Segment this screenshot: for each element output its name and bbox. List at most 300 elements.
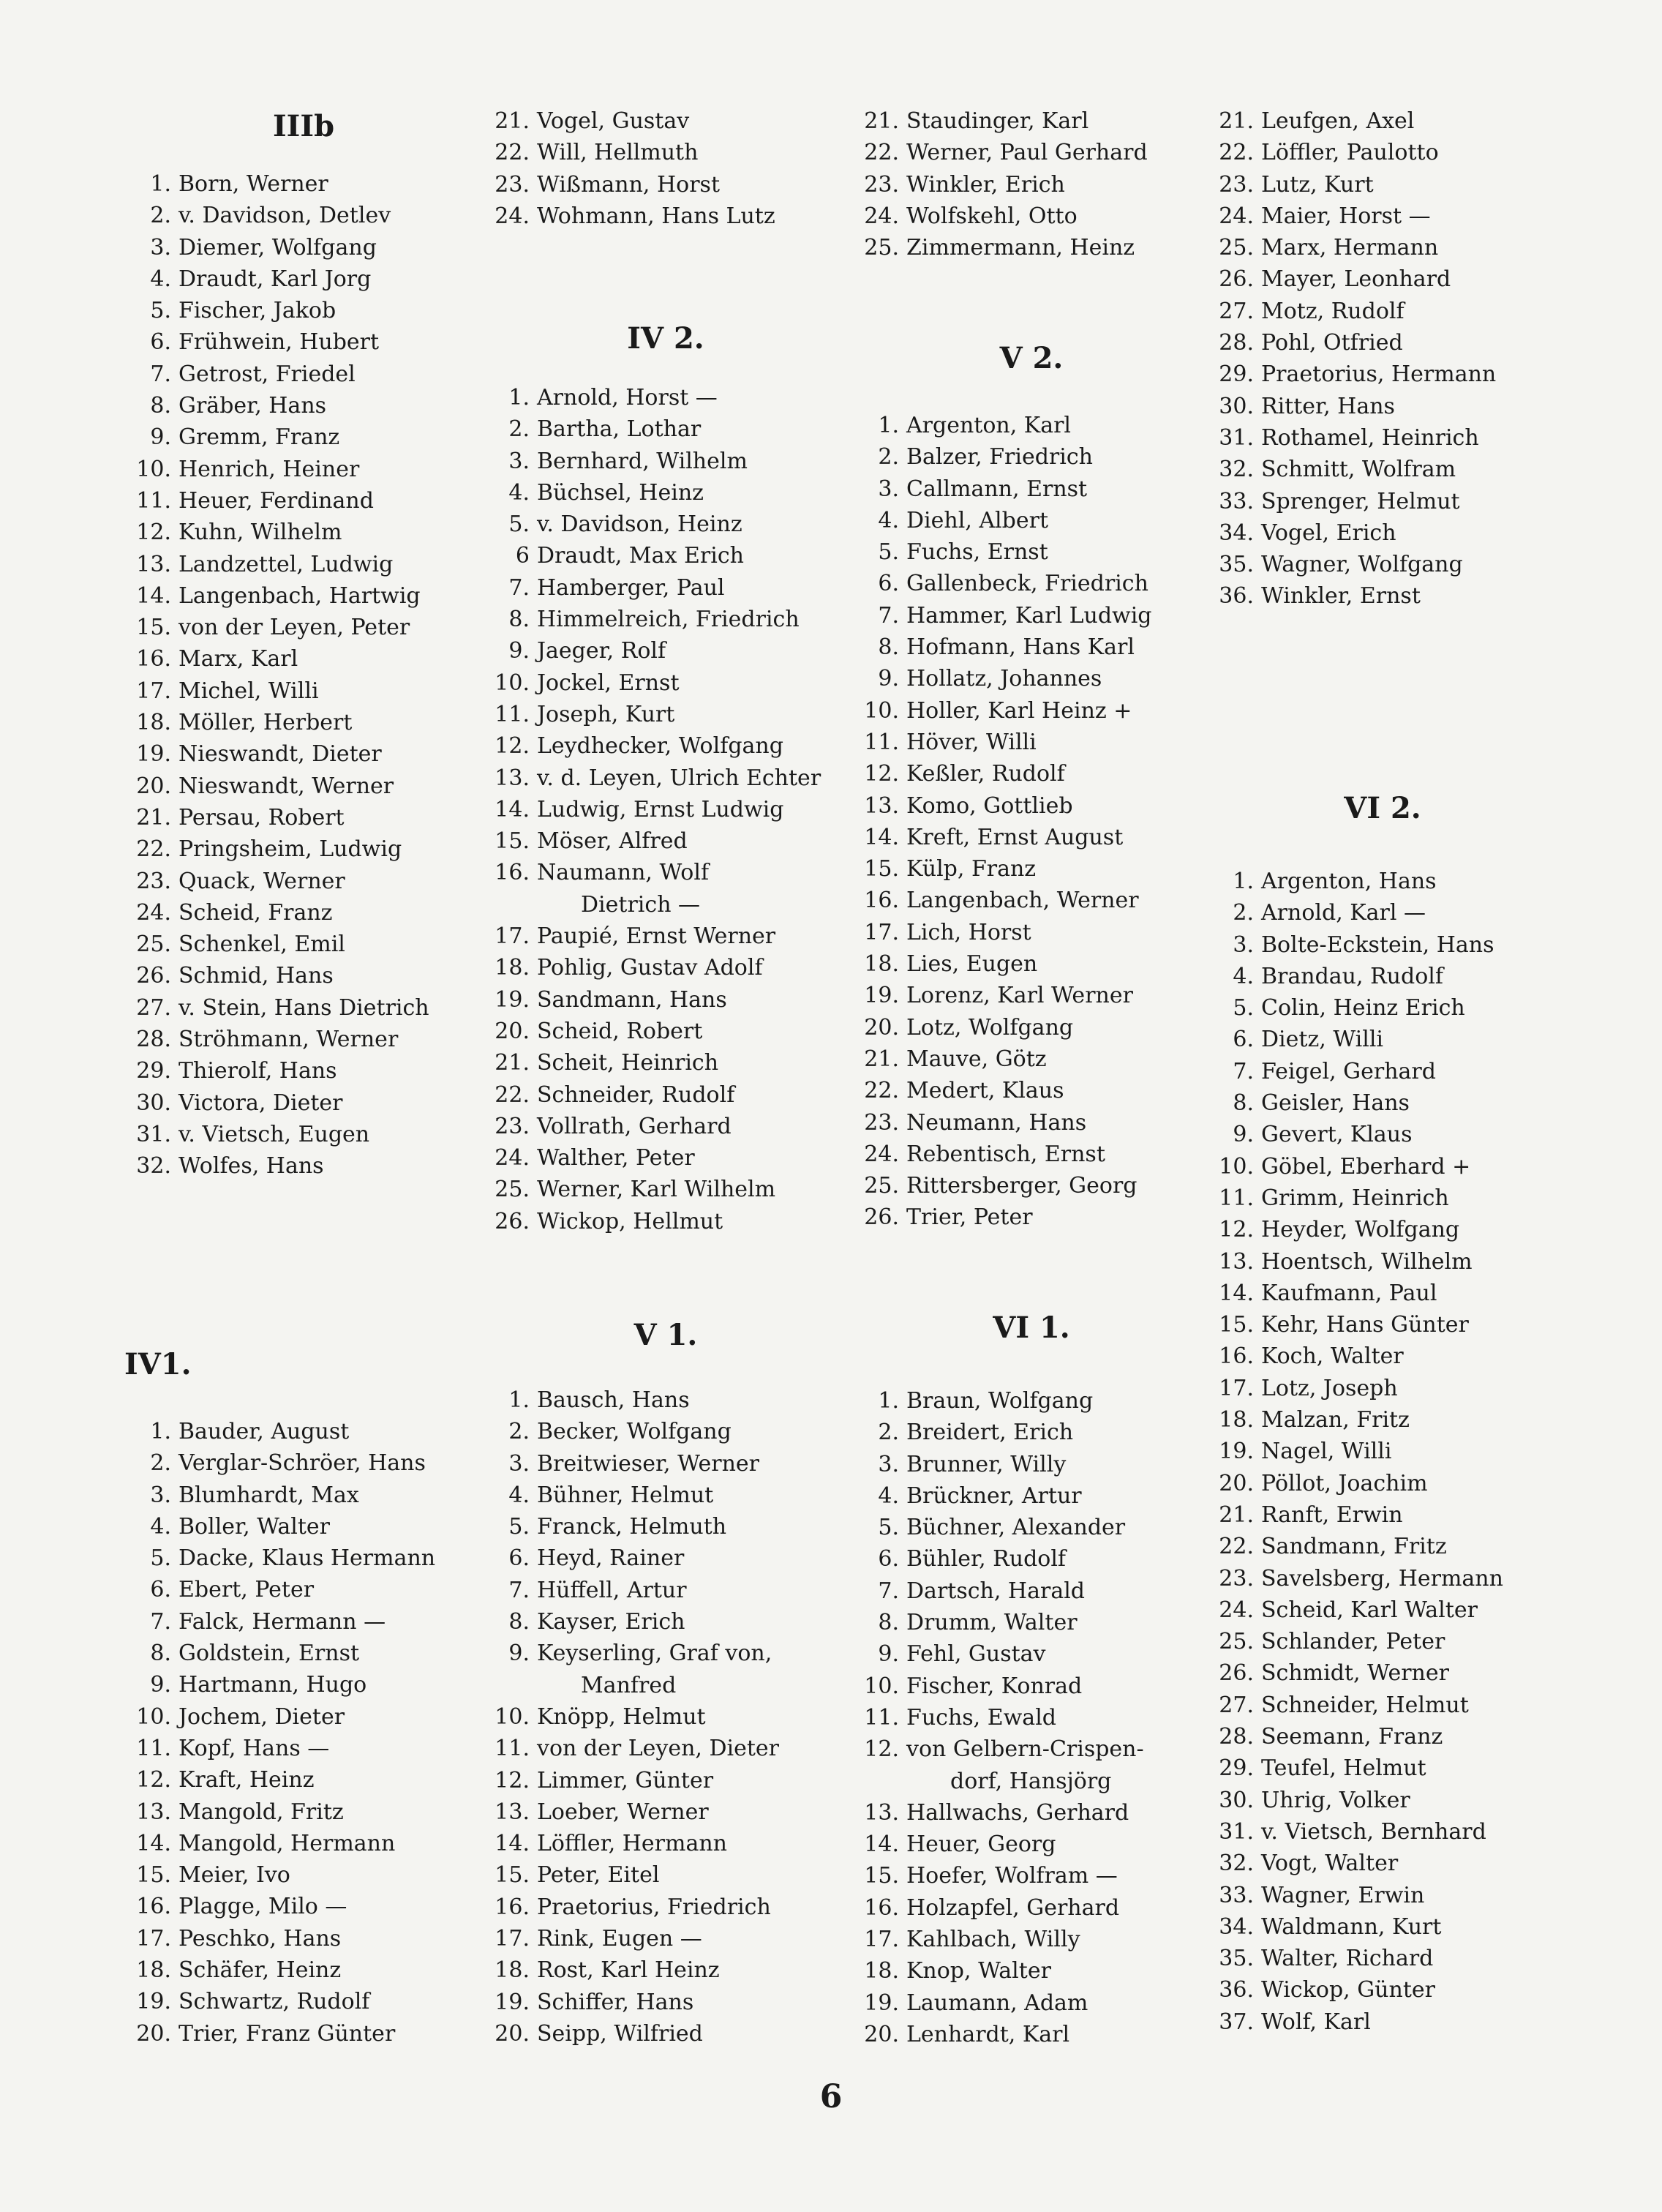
entry-number: 10. (864, 1673, 899, 1699)
entry-number: 14. (864, 824, 899, 850)
student-name: Schwartz, Rudolf (178, 1989, 370, 2015)
entry-number: 6. (508, 1545, 530, 1572)
entry-number: 17. (864, 919, 899, 945)
entry-number: 8. (1233, 1090, 1254, 1117)
list-item (1207, 1056, 1558, 1087)
student-name: Rink, Eugen — (537, 1926, 702, 1952)
list-item (1207, 1911, 1558, 1943)
list-item (124, 1447, 483, 1479)
student-name: Joseph, Kurt (537, 701, 675, 727)
list-item (483, 1859, 849, 1891)
student-name: Gallenbeck, Friedrich (906, 571, 1148, 597)
list-item (483, 572, 849, 604)
student-name: Hoentsch, Wilhelm (1261, 1248, 1473, 1275)
entry-number: 2. (508, 1419, 530, 1445)
student-name: Heyd, Rainer (537, 1545, 685, 1572)
student-name: Drumm, Walter (906, 1610, 1078, 1636)
student-name: Praetorius, Friedrich (537, 1894, 771, 1920)
list-item (1207, 1151, 1558, 1182)
entry-number: 6. (878, 1546, 899, 1572)
student-name: Sandmann, Fritz (1261, 1534, 1447, 1560)
student-name: Naumann, Wolf (537, 860, 710, 886)
student-list (852, 1385, 1211, 2050)
student-name: Wickop, Hellmut (537, 1208, 723, 1234)
list-item (124, 1480, 483, 1511)
student-name: Bolte-Eckstein, Hans (1261, 931, 1494, 958)
entry-number: 18. (136, 710, 171, 736)
list-item (124, 802, 483, 833)
list-item (1207, 1024, 1558, 1055)
entry-number: 11. (495, 701, 530, 727)
list-item (124, 1986, 483, 2017)
student-name: Hartmann, Hugo (178, 1672, 367, 1698)
list-item (124, 421, 483, 453)
student-name: von Gelbern-Crispen- (906, 1736, 1144, 1763)
student-name: Langenbach, Werner (906, 888, 1139, 914)
student-name: Kehr, Hans Günter (1261, 1312, 1469, 1338)
list-item (852, 1892, 1211, 1924)
student-name: Meier, Ivo (178, 1862, 290, 1889)
entry-number: 3. (150, 234, 171, 260)
student-name: Pohl, Otfried (1261, 330, 1403, 356)
student-name: Geisler, Hans (1261, 1090, 1410, 1117)
student-name: Kreft, Ernst August (906, 824, 1124, 850)
student-list (483, 1384, 849, 2050)
entry-number: 19. (495, 986, 530, 1013)
list-item (483, 1765, 849, 1796)
entry-number: 20. (1219, 1470, 1254, 1496)
student-name: Franck, Helmuth (537, 1514, 727, 1540)
entry-number: 28. (136, 1027, 171, 1053)
student-name: Ritter, Hans (1261, 393, 1395, 419)
student-name: v. Vietsch, Bernhard (1261, 1818, 1486, 1845)
student-name: Nagel, Willi (1261, 1439, 1392, 1465)
list-item (483, 952, 849, 983)
entry-number: 14. (1219, 1280, 1254, 1306)
list-item (852, 1733, 1211, 1765)
entry-number: 5. (878, 1515, 899, 1541)
student-name: Kopf, Hans — (178, 1735, 330, 1761)
entry-number: 9. (508, 638, 530, 664)
list-item (483, 1047, 849, 1079)
list-item (852, 1829, 1211, 1860)
list-item (124, 1859, 483, 1891)
student-name: Boller, Walter (178, 1513, 331, 1540)
list-item (483, 1670, 849, 1701)
student-name: Callmann, Ernst (906, 476, 1088, 502)
entry-number: 21. (1219, 108, 1254, 134)
entry-number: 17. (495, 923, 530, 950)
entry-number: 21. (136, 804, 171, 831)
list-item (1207, 992, 1558, 1024)
entry-number: 22. (1219, 140, 1254, 166)
entry-number: 34. (1219, 520, 1254, 546)
entry-number: 16. (495, 860, 530, 886)
entry-number: 25. (1219, 1629, 1254, 1655)
list-item (1207, 137, 1558, 168)
list-item (124, 168, 483, 200)
entry-number: 5. (508, 1514, 530, 1540)
class-heading: VI 2. (1344, 791, 1421, 825)
list-item (852, 885, 1211, 916)
student-name: Bauder, August (178, 1419, 350, 1444)
entry-number: 21. (495, 1050, 530, 1076)
list-item (852, 200, 1211, 232)
student-name: Keyserling, Graf von, (537, 1641, 772, 1667)
student-name: Mayer, Leonhard (1261, 266, 1451, 293)
list-item (1207, 232, 1558, 263)
entry-number: 17. (1219, 1375, 1254, 1401)
entry-number: 30. (1219, 1787, 1254, 1813)
student-name: Schmid, Hans (178, 963, 334, 989)
list-item (483, 446, 849, 477)
entry-number: 6. (1233, 1027, 1254, 1053)
list-item (1207, 1309, 1558, 1341)
entry-number: 2. (150, 203, 171, 229)
entry-number: 11. (1219, 1185, 1254, 1211)
list-item (124, 771, 483, 802)
list-item (124, 295, 483, 326)
entry-number: 22. (864, 140, 899, 166)
student-name: Büchner, Alexander (906, 1515, 1126, 1541)
student-name: Laumann, Adam (906, 1990, 1088, 2016)
student-name: Kraft, Heinz (178, 1767, 315, 1793)
class-heading: IV 2. (627, 321, 704, 356)
list-item (483, 540, 849, 571)
list-item (852, 1924, 1211, 1955)
entry-number: 12. (495, 1767, 530, 1793)
student-name: Sprenger, Helmut (1261, 488, 1460, 514)
student-name: Grimm, Heinrich (1261, 1185, 1449, 1211)
list-item (124, 675, 483, 707)
entry-number: 35. (1219, 552, 1254, 578)
list-item (483, 762, 849, 794)
student-name: Büchsel, Heinz (537, 479, 704, 506)
entry-number: 12. (1219, 1217, 1254, 1243)
entry-number: 18. (495, 1957, 530, 1984)
student-name: v. Davidson, Detlev (178, 203, 391, 229)
entry-number: 17. (864, 1927, 899, 1953)
student-name: Kahlbach, Willy (906, 1927, 1080, 1953)
list-item (124, 1638, 483, 1669)
entry-number: 19. (1219, 1439, 1254, 1465)
student-name: Rost, Karl Heinz (537, 1957, 720, 1984)
list-item (124, 1024, 483, 1055)
entry-number: 13. (495, 765, 530, 791)
entry-number: 22. (136, 836, 171, 863)
entry-number: 23. (864, 171, 899, 198)
entry-number: 12. (136, 520, 171, 546)
list-item (483, 1892, 849, 1923)
student-name: Mauve, Götz (906, 1046, 1047, 1072)
list-item (852, 1480, 1211, 1512)
list-item (124, 1954, 483, 1986)
student-name: Diemer, Wolfgang (178, 234, 377, 260)
list-item (852, 1638, 1211, 1670)
list-item (483, 1923, 849, 1954)
entry-number: 1. (150, 1419, 171, 1444)
student-name: Werner, Karl Wilhelm (537, 1177, 776, 1203)
list-item (852, 441, 1211, 473)
student-name: Blumhardt, Max (178, 1482, 359, 1508)
entry-number: 2. (878, 444, 899, 470)
student-name: Schlander, Peter (1261, 1629, 1445, 1655)
list-item (1207, 1626, 1558, 1657)
list-item (124, 1828, 483, 1859)
entry-number: 9. (508, 1641, 530, 1667)
entry-number: 21. (864, 1046, 899, 1072)
list-item (1207, 1373, 1558, 1404)
entry-number: 10. (136, 1703, 171, 1730)
student-name: Schmidt, Werner (1261, 1660, 1449, 1687)
list-item (483, 825, 849, 857)
student-name: Balzer, Friedrich (906, 444, 1093, 470)
entry-number: 10. (495, 670, 530, 696)
entry-number: 4. (878, 507, 899, 533)
student-name: Born, Werner (178, 171, 328, 197)
list-item (124, 1606, 483, 1638)
entry-number: 17. (495, 1926, 530, 1952)
entry-number: 18. (864, 951, 899, 978)
entry-number: 13. (864, 792, 899, 819)
entry-number: 19. (136, 741, 171, 768)
student-name: Wolf, Karl (1261, 2009, 1371, 2035)
student-name: Leydhecker, Wolfgang (537, 733, 783, 760)
list-item (124, 1796, 483, 1828)
student-name: Maier, Horst — (1261, 203, 1431, 229)
entry-number: 32. (136, 1153, 171, 1180)
student-name: Braun, Wolfgang (906, 1388, 1094, 1414)
list-item (1207, 1594, 1558, 1626)
list-item (483, 1701, 849, 1733)
list-item (1207, 580, 1558, 612)
entry-number: 7. (508, 1577, 530, 1603)
student-name: Breitwieser, Werner (537, 1450, 759, 1477)
student-name: Wickop, Günter (1261, 1977, 1435, 2003)
entry-number: 27. (1219, 1692, 1254, 1718)
list-item (483, 857, 849, 888)
list-item (483, 1384, 849, 1416)
student-name: Bartha, Lothar (537, 416, 702, 443)
entry-number: 32. (1219, 1851, 1254, 1877)
list-item (124, 1150, 483, 1182)
entry-number: 20. (136, 773, 171, 799)
student-name: Bühner, Helmut (537, 1482, 714, 1508)
list-item (852, 1385, 1211, 1417)
student-name: Pringsheim, Ludwig (178, 836, 402, 863)
entry-number: 2. (508, 416, 530, 443)
student-list (483, 382, 849, 1237)
list-item (124, 833, 483, 865)
list-item (483, 699, 849, 730)
list-item (483, 1016, 849, 1047)
entry-number: 6. (150, 1577, 171, 1603)
student-name: Limmer, Günter (537, 1767, 714, 1793)
list-item (852, 600, 1211, 631)
entry-number: 24. (495, 203, 530, 229)
entry-number: 22. (1219, 1534, 1254, 1560)
entry-number: 8. (878, 1610, 899, 1636)
student-name: Verglar-Schröer, Hans (178, 1450, 426, 1477)
entry-number: 15. (495, 828, 530, 855)
list-item (124, 929, 483, 960)
entry-number: 16. (136, 1894, 171, 1920)
entry-number: 18. (136, 1957, 171, 1984)
student-name: Knop, Walter (906, 1958, 1051, 1984)
list-item (483, 1079, 849, 1111)
list-item (483, 137, 849, 168)
list-item (852, 169, 1211, 200)
student-name: Nieswandt, Werner (178, 773, 394, 799)
list-item (852, 473, 1211, 505)
entry-number: 23. (136, 868, 171, 894)
entry-number: 23. (1219, 1565, 1254, 1591)
entry-number: 30. (1219, 393, 1254, 419)
list-item (483, 1448, 849, 1480)
list-item (852, 105, 1211, 137)
list-item (852, 1043, 1211, 1075)
entry-number: 16. (864, 1894, 899, 1921)
list-item (852, 505, 1211, 536)
list-item (1207, 263, 1558, 295)
entry-number: 5. (150, 298, 171, 324)
student-name: dorf, Hansjörg (950, 1768, 1112, 1794)
entry-number: 10. (864, 697, 899, 724)
student-name: Heuer, Ferdinand (178, 487, 374, 514)
student-name: Külp, Franz (906, 856, 1037, 882)
entry-number: 18. (1219, 1407, 1254, 1433)
student-name: Ranft, Erwin (1261, 1501, 1403, 1528)
list-item (1207, 200, 1558, 232)
list-item (1207, 549, 1558, 580)
student-name: Kayser, Erich (537, 1609, 685, 1635)
entry-number: 25. (864, 1173, 899, 1199)
entry-number: 34. (1219, 1913, 1254, 1940)
list-item (483, 169, 849, 200)
student-name: Manfred (581, 1672, 677, 1698)
student-name: Loeber, Werner (537, 1799, 709, 1825)
student-name: Dacke, Klaus Hermann (178, 1545, 436, 1572)
list-item (124, 485, 483, 517)
entry-number: 7. (878, 1578, 899, 1604)
student-name: Vogt, Walter (1261, 1851, 1399, 1877)
list-item (1207, 866, 1558, 897)
student-name: Wißmann, Horst (537, 171, 721, 198)
entry-number: 21. (495, 108, 530, 134)
list-item (1207, 1119, 1558, 1150)
entry-number: 1. (508, 385, 530, 410)
student-name: Argenton, Karl (906, 413, 1072, 438)
entry-number: 17. (136, 1925, 171, 1952)
list-item (852, 1543, 1211, 1575)
list-item (483, 1111, 849, 1142)
entry-number: 11. (136, 487, 171, 514)
entry-number: 19. (136, 1989, 171, 2015)
list-item (1207, 1531, 1558, 1562)
entry-number: 6 (515, 543, 530, 569)
entry-number: 15. (136, 615, 171, 641)
list-item (852, 536, 1211, 568)
list-item (124, 232, 483, 263)
list-item (483, 984, 849, 1016)
list-item (483, 200, 849, 232)
entry-number: 10. (1219, 1153, 1254, 1180)
list-item (1207, 1278, 1558, 1309)
list-item (852, 2019, 1211, 2050)
class-heading: IIIb (272, 109, 335, 143)
entry-number: 8. (508, 1609, 530, 1635)
list-item (852, 853, 1211, 885)
entry-number: 19. (864, 1990, 899, 2016)
student-name: Getrost, Friedel (178, 361, 356, 387)
student-name: Lenhardt, Karl (906, 2021, 1070, 2047)
entry-number: 24. (864, 203, 899, 229)
entry-number: 29. (1219, 361, 1254, 388)
student-name: Draudt, Karl Jorg (178, 266, 372, 292)
list-item (852, 1702, 1211, 1733)
list-item (124, 866, 483, 897)
list-item (483, 1174, 849, 1205)
student-name: Ebert, Peter (178, 1577, 315, 1603)
list-item (1207, 1816, 1558, 1848)
student-name: v. Stein, Hans Dietrich (178, 994, 429, 1021)
entry-number: 29. (136, 1058, 171, 1084)
entry-number: 14. (136, 1830, 171, 1856)
student-name: Lotz, Wolfgang (906, 1014, 1074, 1041)
entry-number: 9. (150, 424, 171, 451)
student-name: Neumann, Hans (906, 1109, 1087, 1136)
entry-number: 18. (495, 955, 530, 981)
entry-number: 11. (136, 1735, 171, 1761)
list-item (483, 1638, 849, 1669)
list-item (852, 1417, 1211, 1448)
student-name: Bernhard, Wilhelm (537, 448, 748, 474)
student-name: Lich, Horst (906, 919, 1031, 945)
list-item (483, 1954, 849, 1986)
student-name: Hoefer, Wolfram — (906, 1863, 1118, 1889)
student-name: Jockel, Ernst (537, 670, 680, 696)
entry-number: 6. (150, 329, 171, 356)
list-item (483, 477, 849, 509)
entry-number: 8. (878, 634, 899, 661)
list-item (124, 738, 483, 770)
list-item (124, 1923, 483, 1954)
student-name: von der Leyen, Peter (178, 615, 410, 641)
student-name: Heyder, Wolfgang (1261, 1217, 1460, 1243)
entry-number: 10. (495, 1703, 530, 1730)
student-name: Gevert, Klaus (1261, 1122, 1413, 1148)
entry-number: 5. (150, 1545, 171, 1572)
list-item (852, 1107, 1211, 1139)
student-name: Motz, Rudolf (1261, 298, 1405, 324)
list-item (483, 1511, 849, 1542)
student-name: Paupié, Ernst Werner (537, 923, 776, 950)
student-name: Dietrich — (581, 891, 701, 918)
entry-number: 35. (1219, 1946, 1254, 1972)
entry-number: 20. (864, 2021, 899, 2047)
entry-number: 3. (1233, 931, 1254, 958)
entry-number: 20. (495, 2020, 530, 2047)
student-name: Knöpp, Helmut (537, 1703, 706, 1730)
student-name: Vollrath, Gerhard (537, 1113, 732, 1139)
student-name: Ludwig, Ernst Ludwig (537, 796, 784, 822)
student-name: Zimmermann, Heinz (906, 235, 1135, 261)
list-item (124, 359, 483, 390)
list-item (124, 897, 483, 929)
entry-number: 27. (136, 994, 171, 1021)
list-item (124, 992, 483, 1024)
list-item (1207, 1404, 1558, 1436)
